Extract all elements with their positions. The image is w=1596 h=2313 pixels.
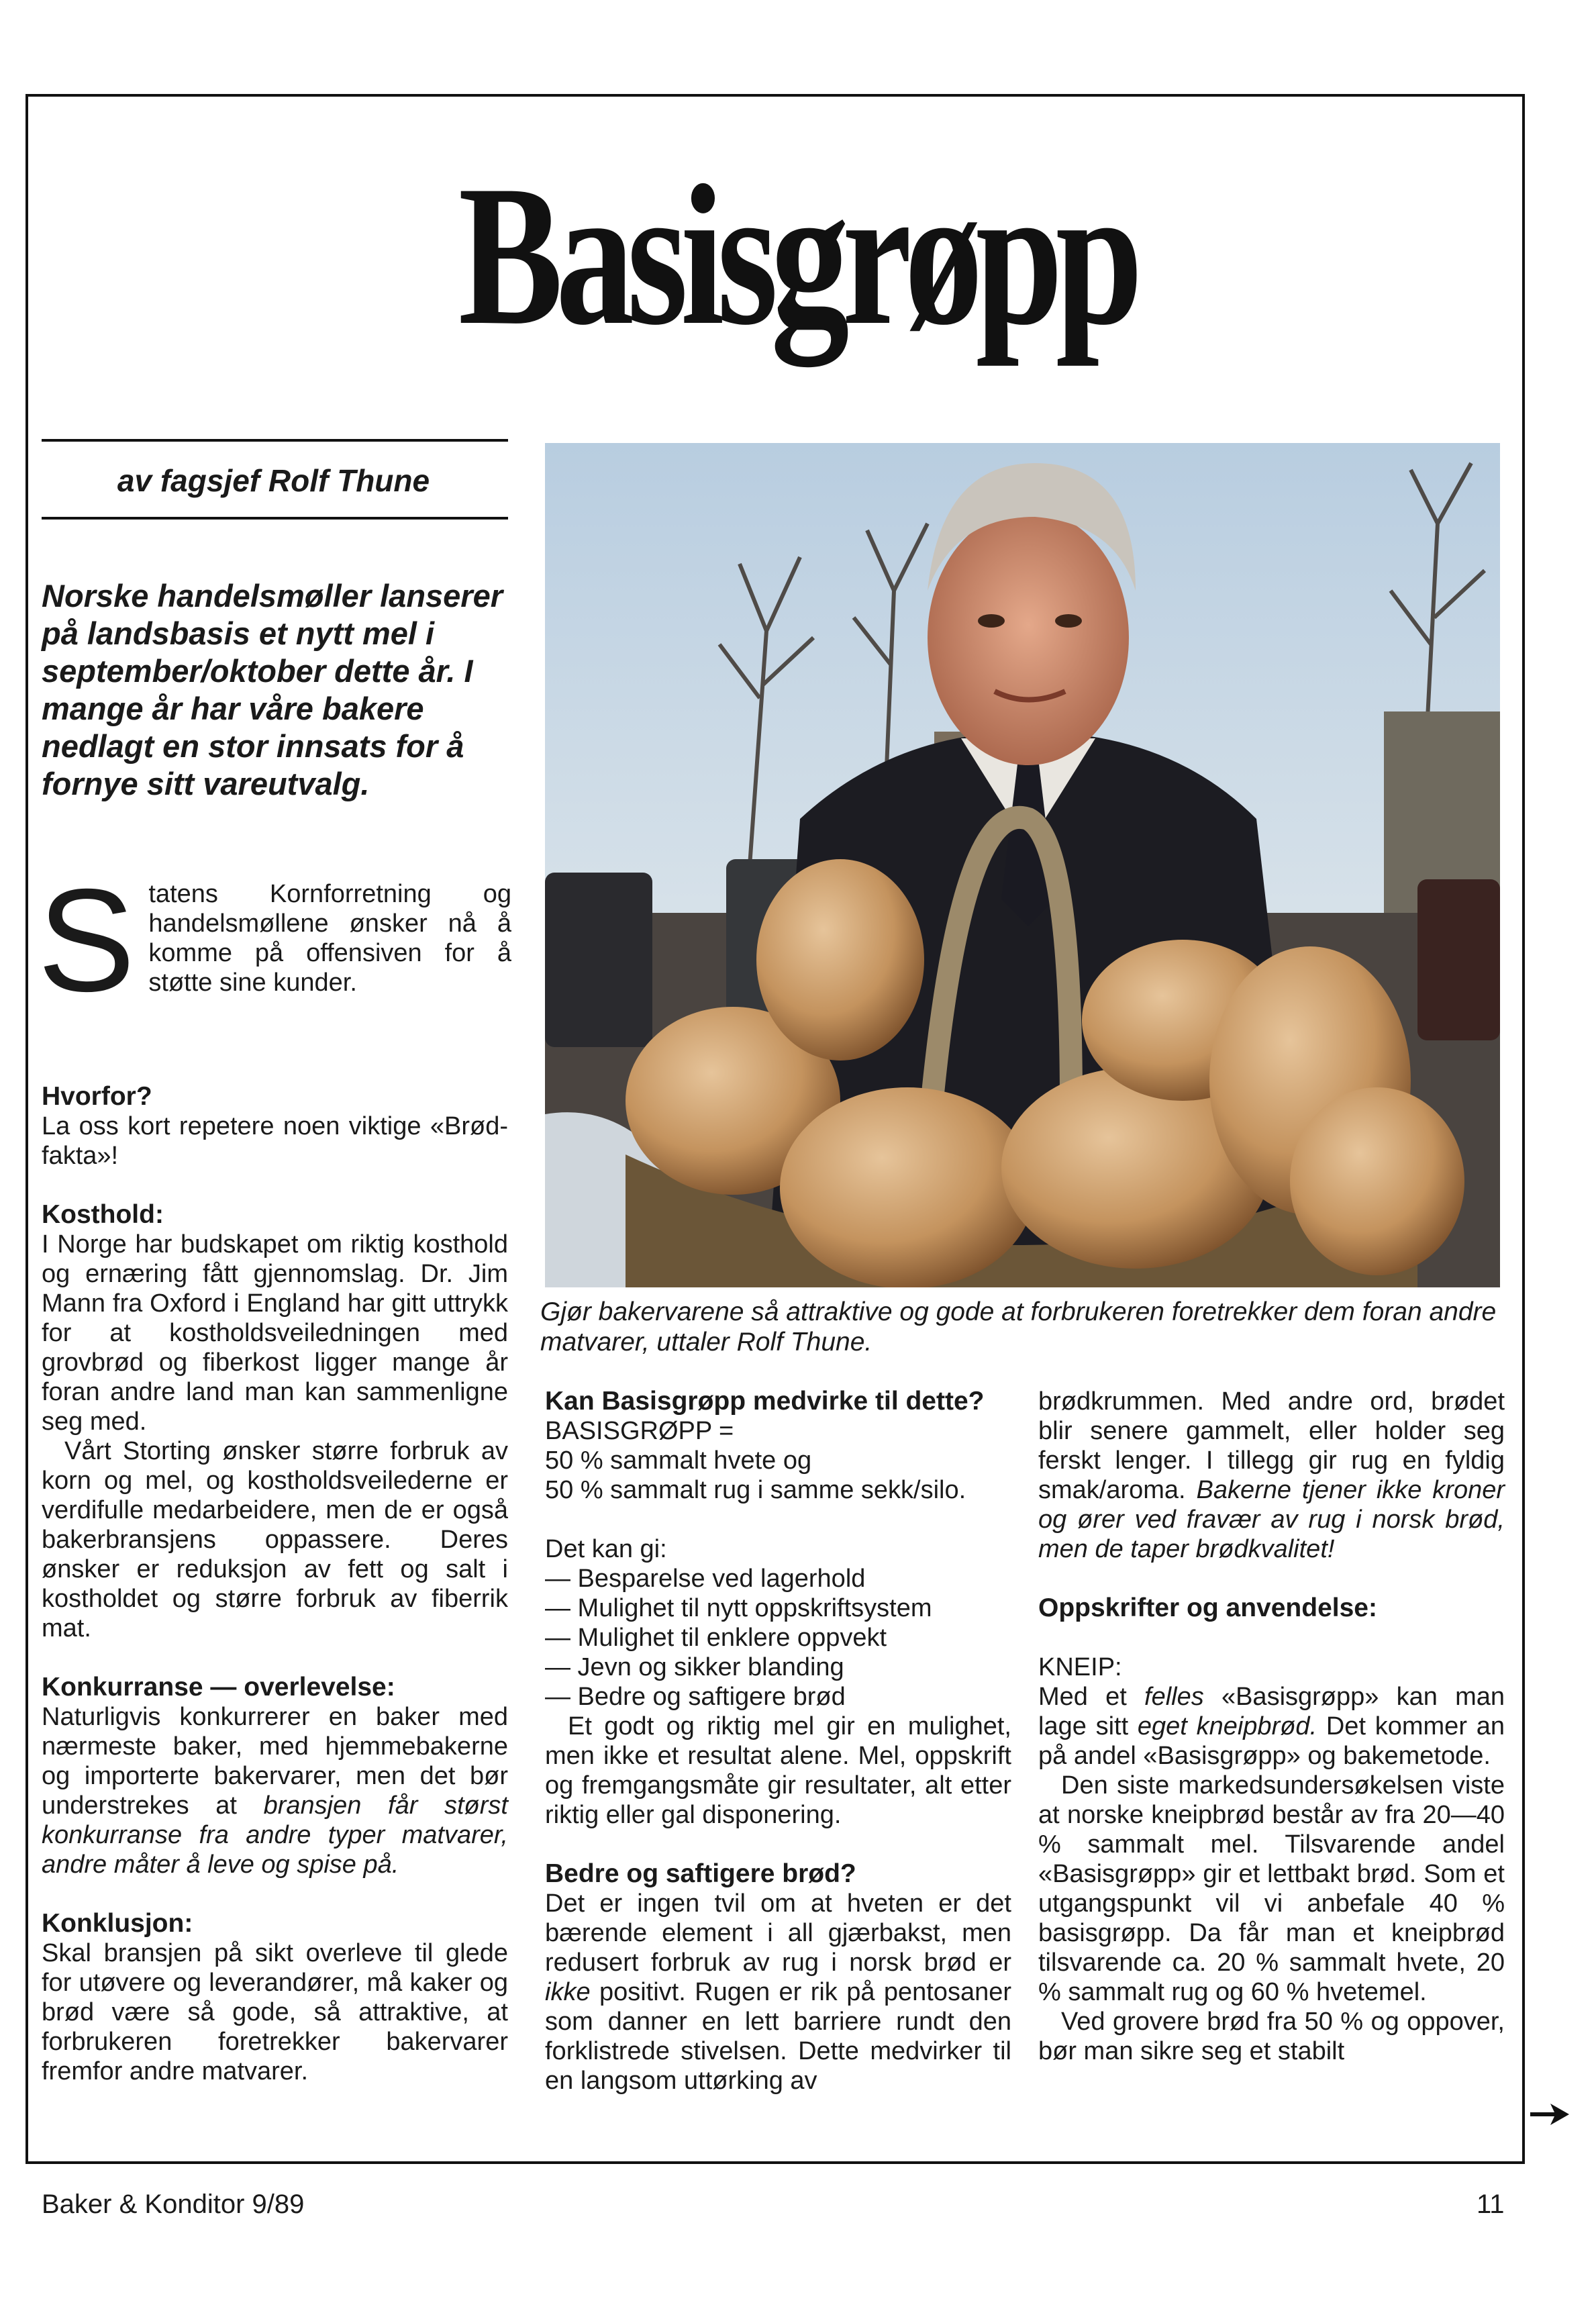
heading-konklusjon: Konklusjon: bbox=[42, 1909, 193, 1938]
konkurranse-text-emphasis: bransjen får størst konkurranse fra andre typer matvarer, andre måter å leve og spise på. bbox=[42, 1791, 508, 1879]
benefit-item: — Besparelse ved lagerhold bbox=[545, 1565, 866, 1593]
intro-paragraph bbox=[38, 859, 511, 1022]
det-kan-gi-label: Det kan gi: bbox=[545, 1535, 667, 1563]
heading-oppskrifter: Oppskrifter og anvendelse: bbox=[1038, 1593, 1377, 1622]
kneip-text-c: Det kommer an på andel «Basisgrøpp» og bakemetode. bbox=[1038, 1712, 1505, 1770]
byline-rule-bottom bbox=[42, 517, 508, 520]
bedre-text-b: positivt. Rugen er rik på pentosaner som danner en lett barriere rundt den forklistrede stivelsen. Dette medvirker til en langsom uttørking av bbox=[545, 1978, 1011, 2095]
paragraph-konkurranse bbox=[42, 1702, 508, 1879]
lead-paragraph: Norske handelsmøller lanserer på landsbasis et nytt mel i september/oktober dette år. I mange år har våre bakere nedlagt en stor innsats for å fornye sitt vareutvalg. bbox=[42, 578, 503, 801]
column-2 bbox=[545, 1387, 1011, 2096]
paragraph-grovere-brod: Ved grovere brød fra 50 % og oppover, bør man sikre seg et stabilt bbox=[1038, 2008, 1505, 2065]
heading-konkurranse: Konkurranse — overlevelse: bbox=[42, 1673, 395, 1702]
formula-line-2: 50 % sammalt hvete og bbox=[545, 1446, 812, 1475]
intro-text: tatens Kornforretning og handelsmøllene ønsker nå å komme på offensiven for å støtte sine kunder. bbox=[148, 880, 511, 997]
formula-line-3: 50 % sammalt rug i samme sekk/silo. bbox=[545, 1476, 966, 1504]
brodkrummen-emphasis: Bakerne tjener ikke kroner og ører ved fravær av rug i norsk brød, men de taper brødkvalitet! bbox=[1038, 1476, 1505, 1563]
paragraph-brodkrummen bbox=[1038, 1387, 1505, 1564]
heading-kan-basisgropp: Kan Basisgrøpp medvirke til dette? bbox=[545, 1387, 985, 1416]
drop-cap: S bbox=[38, 859, 136, 1022]
benefit-item: — Bedre og saftigere brød bbox=[545, 1683, 846, 1711]
paragraph-markedsundersokelse: Den siste markedsundersøkelsen viste at norske kneipbrød består av fra 20—40 % sammalt mel. Tilsvarende andel «Basisgrøpp» gir et lettbakt brød. Som et utgangspunkt vil vi anbefale 40 % basisgrøpp. Da får man et kneipbrød tilsvarende ca. 20 % sammalt hvete, 20 % sammalt rug og 60 % hvetemel. bbox=[1038, 1771, 1505, 2006]
headline: Basisgrøpp bbox=[458, 144, 1136, 366]
heading-hvorfor: Hvorfor? bbox=[42, 1082, 152, 1111]
footer-page-number: 11 bbox=[1477, 2189, 1505, 2219]
brodkrummen-text: brødkrummen. Med andre ord, brødet blir senere gammelt, eller holder seg ferskt lenger. I tillegg gir rug en fyldig smak/aroma. bbox=[1038, 1387, 1505, 1504]
byline: av fagsjef Rolf Thune bbox=[117, 463, 430, 498]
paragraph-kneip bbox=[1038, 1682, 1505, 1771]
formula-line-1: BASISGRØPP = bbox=[545, 1417, 734, 1445]
kneip-eget: eget kneipbrød. bbox=[1137, 1712, 1317, 1740]
continue-arrow-icon bbox=[1530, 2101, 1569, 2128]
heading-kosthold: Kosthold: bbox=[42, 1200, 164, 1229]
benefit-item: — Jevn og sikker blanding bbox=[545, 1653, 844, 1681]
kneip-text-a: Med et bbox=[1038, 1683, 1145, 1711]
byline-rule-top bbox=[42, 439, 508, 442]
benefit-item: — Mulighet til nytt oppskriftsystem bbox=[545, 1594, 932, 1622]
bedre-text-a: Det er ingen tvil om at hveten er det bærende element i all gjærbakst, men redusert forbruk av rug i norsk brød er bbox=[545, 1889, 1011, 1977]
footer-publication: Baker & Konditor 9/89 bbox=[42, 2189, 305, 2219]
paragraph-kosthold-2: Vårt Storting ønsker større forbruk av korn og mel, og kostholdsveilederne er verdifulle medarbeidere, men de er også bakerbransjens oppassere. Deres ønsker er reduksjon av fett og salt i kostholdet og større forbruk av fiberrik mat. bbox=[42, 1437, 508, 1642]
bedre-text-ikke: ikke bbox=[545, 1978, 591, 2006]
column-3 bbox=[1038, 1387, 1505, 2066]
kneip-felles: felles bbox=[1144, 1683, 1204, 1711]
benefit-item: — Mulighet til enklere oppvekt bbox=[545, 1624, 887, 1652]
paragraph-hvorfor: La oss kort repetere noen viktige «Brød-fakta»! bbox=[42, 1112, 508, 1170]
paragraph-kosthold-1: I Norge har budskapet om riktig kosthold og ernæring fått gjennomslag. Dr. Jim Mann fra Oxford i England har gitt uttrykk for at kostholdsveiledningen med grovbrød og fiberkost ligger mange år foran andre land man kan sammenligne seg med. bbox=[42, 1230, 508, 1436]
konkurranse-text-a: Naturligvis konkurrerer en baker med nærmeste baker, med hjemmebakerne og importerte bakervarer, men det bør understrekes at bbox=[42, 1703, 508, 1820]
heading-bedre-brod: Bedre og saftigere brød? bbox=[545, 1859, 856, 1888]
paragraph-godt-mel: Et godt og riktig mel gir en mulighet, men ikke et resultat alene. Mel, oppskrift og fremgangsmåte gir resultater, alt etter riktig eller gal disponering. bbox=[545, 1712, 1011, 1829]
kneip-label: KNEIP: bbox=[1038, 1653, 1122, 1681]
paragraph-bedre-brod bbox=[545, 1889, 1011, 2096]
photo-caption: Gjør bakervarene så attraktive og gode at forbrukeren foretrekker dem foran andre matvarer, uttaler Rolf Thune. bbox=[540, 1297, 1497, 1357]
kneip-text-b: «Basisgrøpp» kan man lage sitt bbox=[1038, 1683, 1505, 1740]
column-1 bbox=[42, 1082, 508, 2086]
paragraph-konklusjon: Skal bransjen på sikt overleve til glede for utøvere og leverandører, må kaker og brød være så gode, så attraktive, at forbrukeren foretrekker bakervarer fremfor andre matvarer. bbox=[42, 1939, 508, 2085]
photo-man-with-bread-basket bbox=[545, 443, 1500, 1287]
